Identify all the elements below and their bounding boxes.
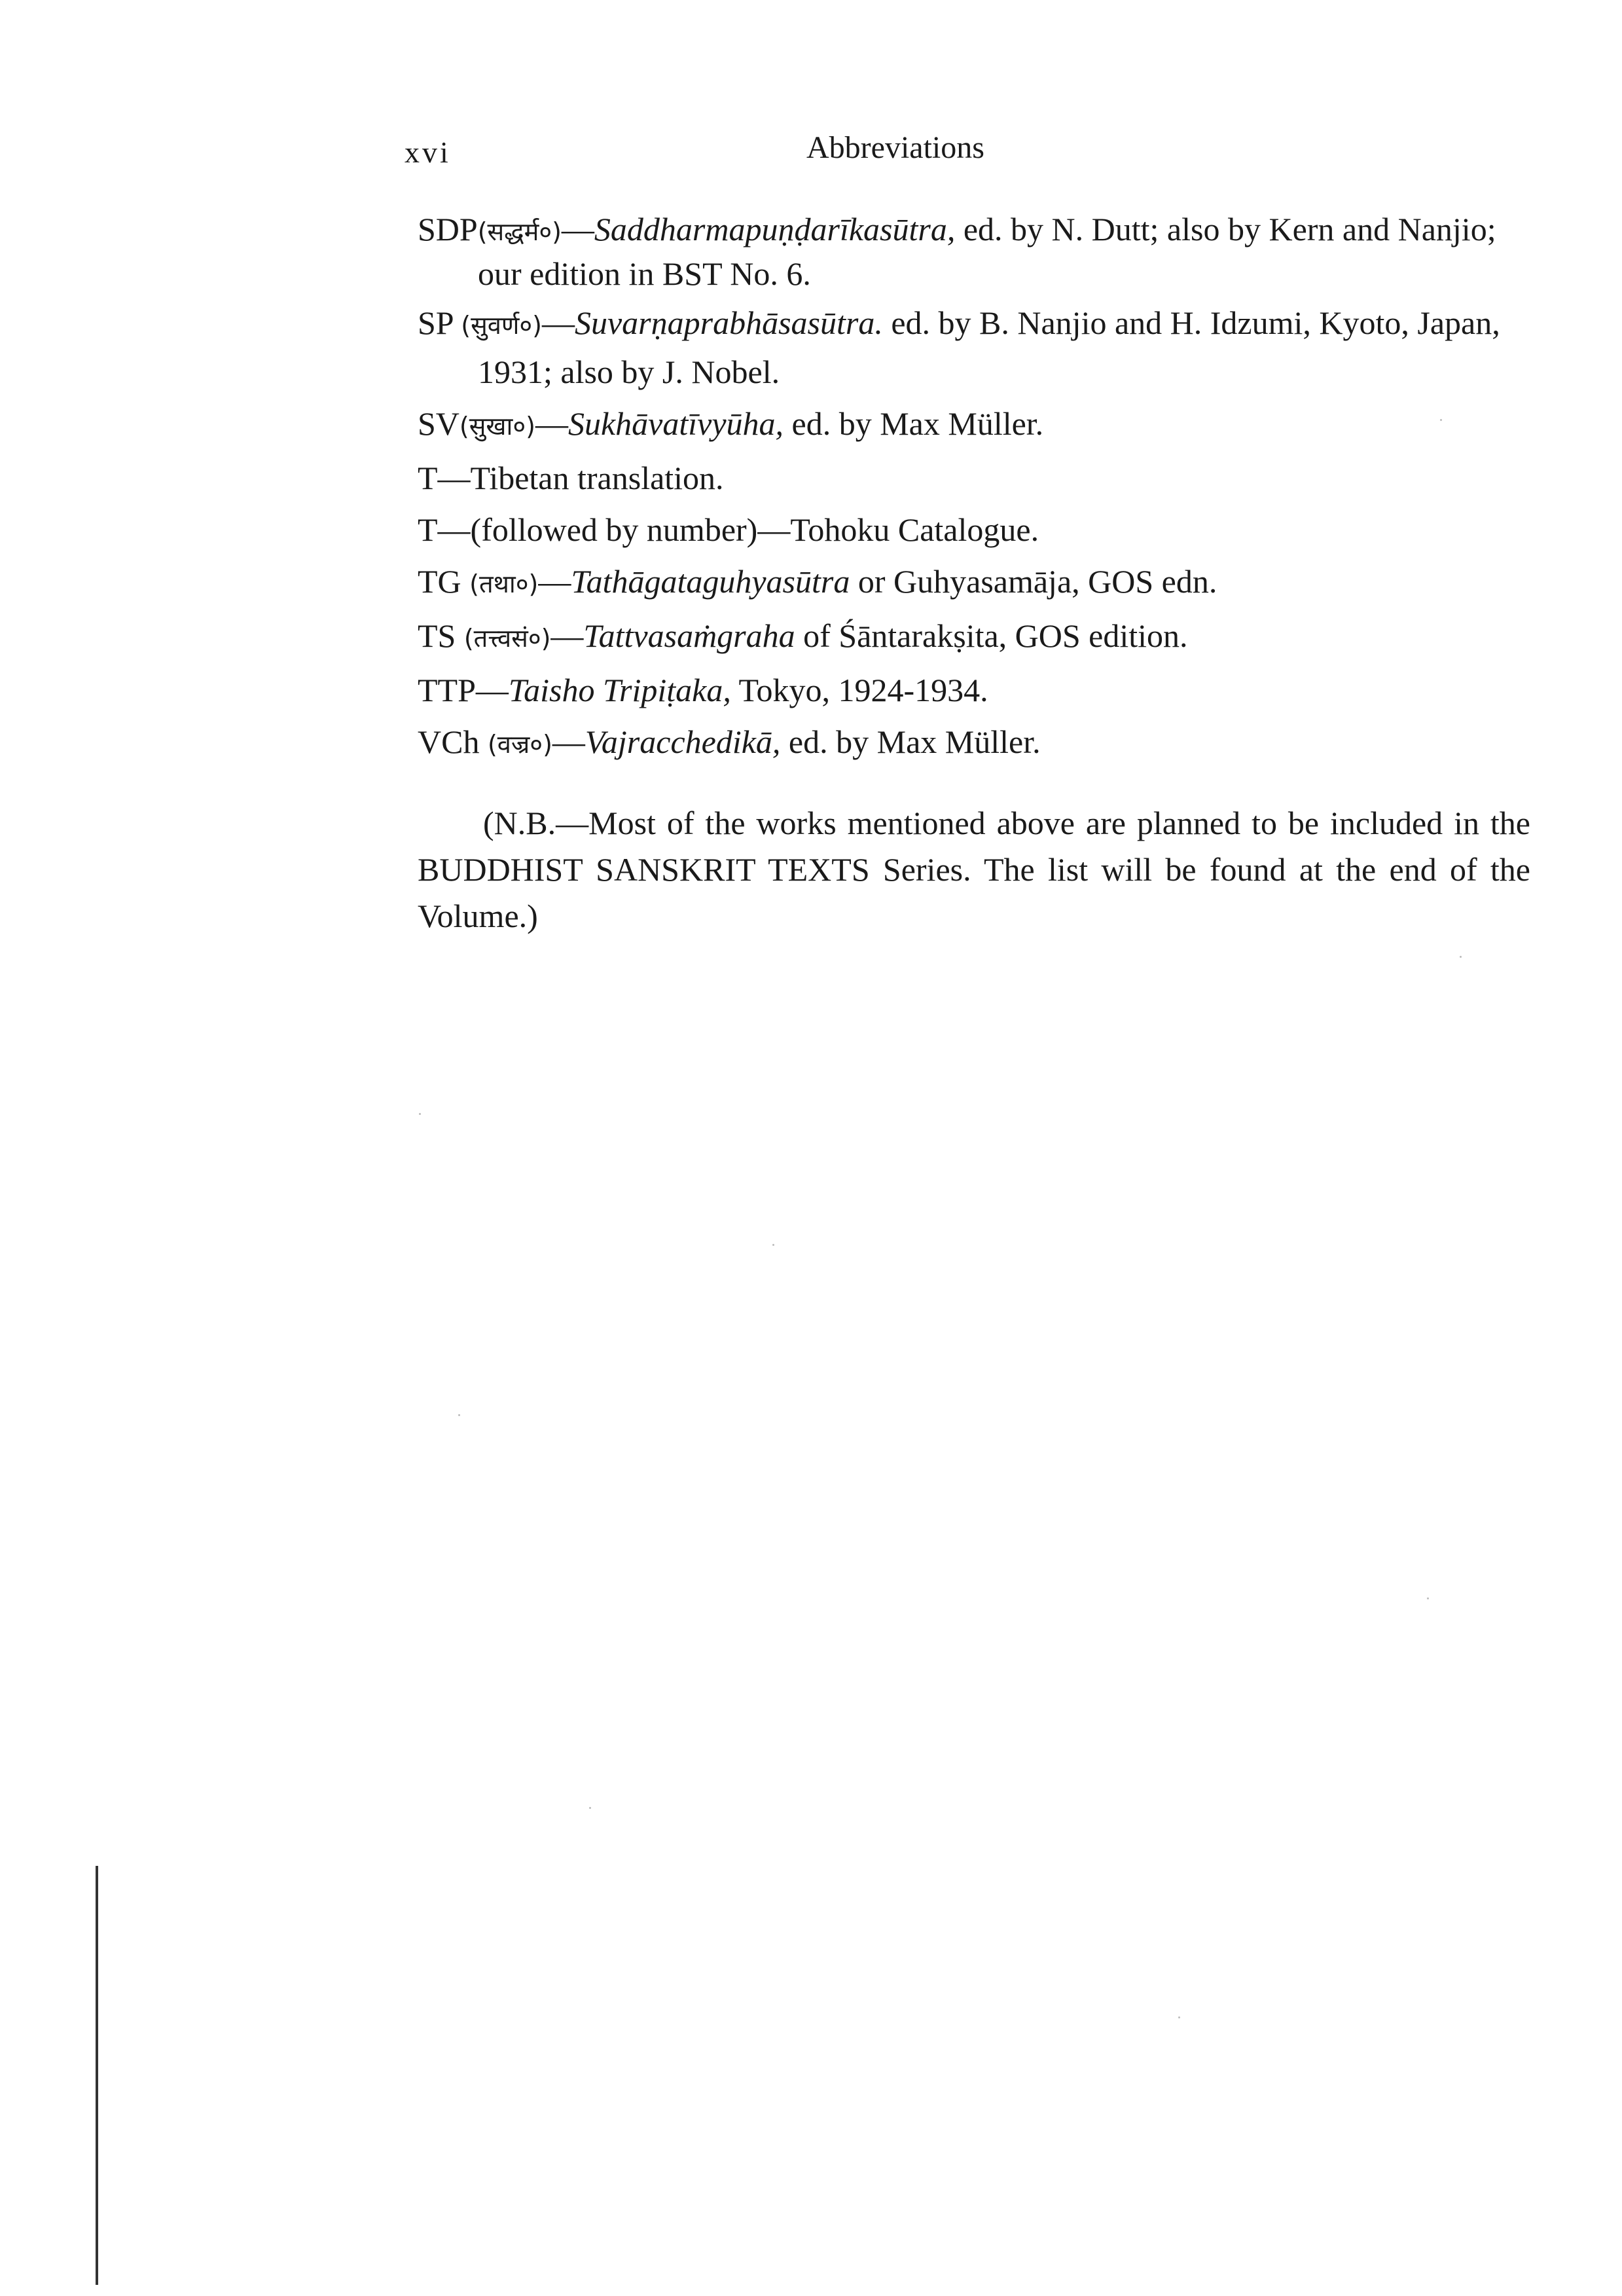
entry-details: Tibetan translation. — [470, 460, 724, 496]
work-title: Suvarṇaprabhāsasūtra. — [574, 304, 883, 341]
separator: — — [538, 563, 571, 600]
separator: — — [550, 617, 584, 654]
abbreviation: T — [418, 511, 438, 548]
abbreviation: T — [418, 460, 438, 496]
entry-details: or Guhyasamāja, GOS edn. — [850, 563, 1217, 600]
entry-details: ed. by Max Müller. — [780, 723, 1041, 760]
abbreviation: SV — [418, 405, 460, 442]
page-number: xvi — [405, 136, 451, 169]
abbreviation-entry — [418, 558, 1530, 608]
abbreviation-entry — [418, 208, 1530, 295]
abbreviation: TG — [418, 563, 461, 600]
devanagari-abbreviation: (वज्र०) — [487, 730, 552, 759]
abbreviation: TS — [418, 617, 456, 654]
work-title: Sukhāvatīvyūha, — [568, 405, 784, 442]
work-title: Tattvasaṁgraha — [583, 617, 795, 654]
separator: — — [437, 511, 471, 548]
scan-speck — [772, 1244, 774, 1246]
entry-details: ed. by Max Müller. — [784, 405, 1044, 442]
separator: — — [475, 672, 509, 708]
separator: — — [552, 723, 585, 760]
scan-speck — [589, 1807, 591, 1809]
abbreviation-entry — [418, 667, 1530, 714]
separator: — — [437, 460, 471, 496]
devanagari-abbreviation: (तथा०) — [469, 570, 539, 598]
work-title: Vajracchedikā, — [585, 723, 781, 760]
devanagari-abbreviation: (सुवर्ण०) — [461, 311, 542, 340]
work-title: Taisho Tripiṭaka, — [508, 672, 731, 708]
abbreviation-entry — [418, 507, 1530, 553]
abbreviation: SP — [418, 304, 453, 341]
running-head — [405, 130, 1530, 175]
entry-details: ed. by N. Dutt; also by Kern and Nanjio; our edition in BST No. 6. — [478, 211, 1496, 292]
scan-speck — [419, 1113, 421, 1115]
abbreviation-entry — [418, 719, 1530, 768]
scan-speck — [458, 1414, 460, 1416]
page-title: Abbreviations — [806, 130, 984, 165]
abbreviation-entry — [418, 613, 1530, 662]
devanagari-abbreviation: (तत्त्वसं०) — [463, 624, 551, 653]
abbreviation-entry — [418, 455, 1530, 501]
scan-margin-line — [96, 1866, 98, 2285]
abbreviation-list — [418, 208, 1530, 773]
separator: — — [561, 211, 594, 247]
scan-speck — [1427, 1597, 1429, 1599]
entry-details: ed. by B. Nanjio and H. Idzumi, Kyoto, Japan, 1931; also by J. Nobel. — [478, 304, 1500, 390]
abbreviation: SDP — [418, 211, 478, 247]
separator: — — [541, 304, 575, 341]
scan-speck — [1440, 419, 1442, 421]
scan-speck — [1178, 2016, 1180, 2018]
separator: — — [535, 405, 568, 442]
devanagari-abbreviation: (सद्धर्म०) — [477, 217, 562, 246]
abbreviation-entry — [418, 300, 1530, 395]
entry-details: Tokyo, 1924-1934. — [730, 672, 988, 708]
scan-speck — [1460, 956, 1462, 958]
abbreviation: TTP — [418, 672, 476, 708]
abbreviation-entry — [418, 401, 1530, 450]
abbreviation: VCh — [418, 723, 480, 760]
entry-details: (followed by number)—Tohoku Catalogue. — [470, 511, 1039, 548]
devanagari-abbreviation: (सुखा०) — [459, 412, 535, 441]
editorial-note: (N.B.—Most of the works mentioned above are planned to be included in the BUDDHIST SANSKRIT TEXTS Series. The list will be found at the end of the Volume.) — [418, 805, 1530, 934]
entry-details: of Śāntarakṣita, GOS edition. — [795, 617, 1188, 654]
work-title: Tathāgataguhyasūtra — [571, 563, 850, 600]
work-title: Saddharmapuṇḍarīkasūtra, — [594, 211, 956, 247]
